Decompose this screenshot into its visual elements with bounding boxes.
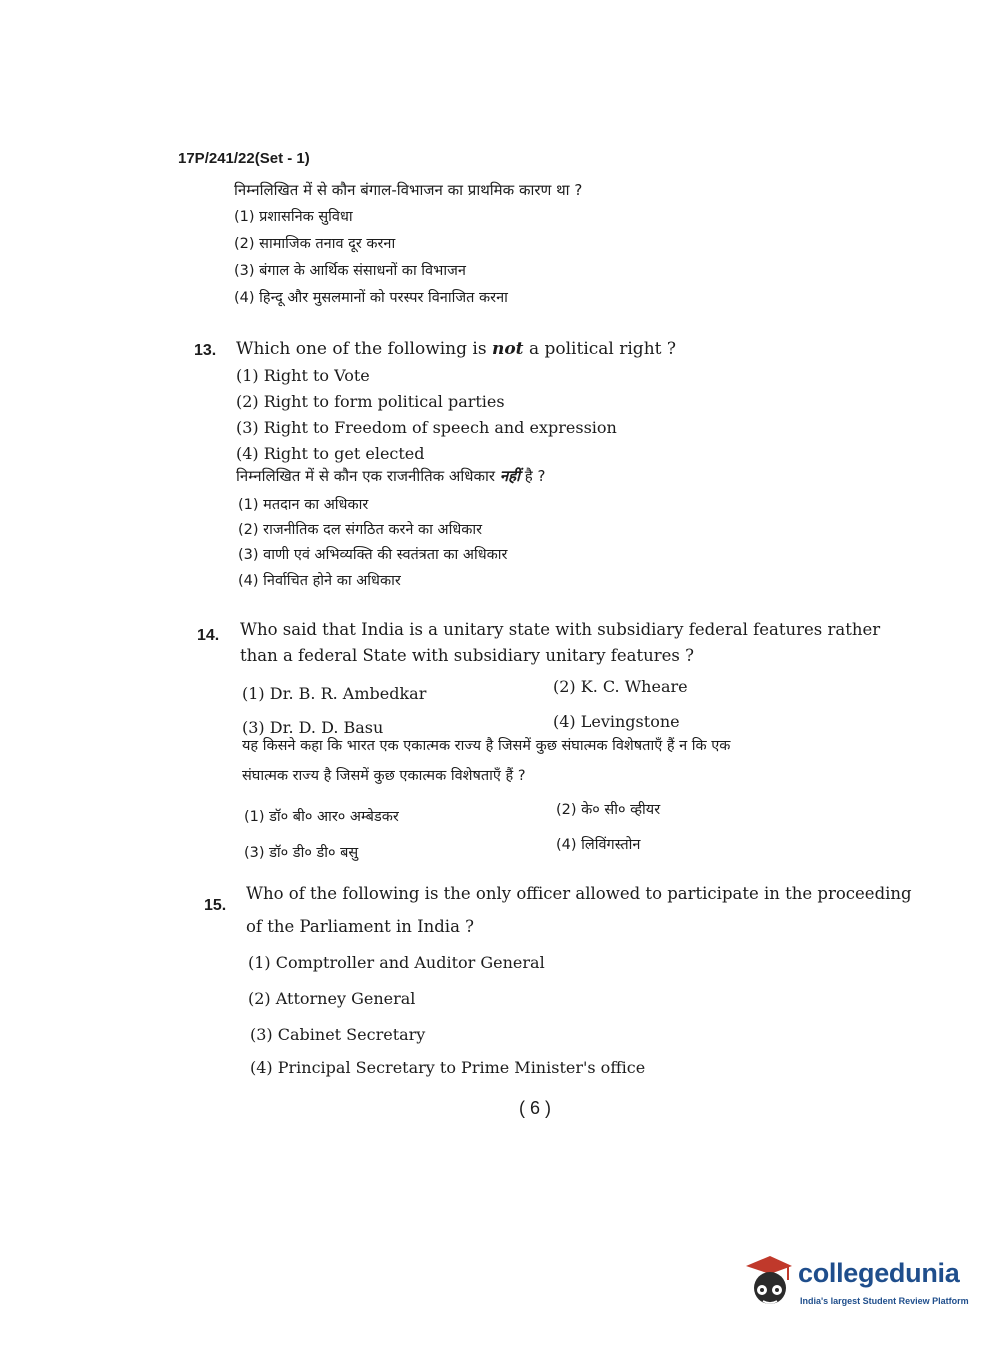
q14-option-4-hindi: (4) लिविंगस्तोन [556, 837, 641, 853]
q14-number: 14. [197, 627, 220, 644]
q12-option-3-hindi: (3) बंगाल के आर्थिक संसाधनों का विभाजन [234, 263, 466, 279]
q12-option-1-hindi: (1) प्रशासनिक सुविधा [234, 209, 353, 225]
brand-name: collegedunia [798, 1258, 960, 1288]
q13-option-4: (4) Right to get elected [236, 444, 425, 463]
q14-option-3-hindi: (3) डॉ० डी० डी० बसु [244, 845, 359, 861]
q14-text-hindi-line2: संघात्मक राज्य है जिसमें कुछ एकात्मक विशेषताएँ हैं ? [242, 768, 526, 784]
q13-option-4-hindi: (4) निर्वाचित होने का अधिकार [238, 573, 401, 589]
brand-tagline: India's largest Student Review Platform [800, 1296, 969, 1306]
q14-option-1-hindi: (1) डॉ० बी० आर० अम्बेडकर [244, 809, 399, 825]
q15-option-4: (4) Principal Secretary to Prime Minister's office [250, 1058, 646, 1077]
q13-text-pre: Which one of the following is [236, 339, 492, 359]
q13-text-english [236, 339, 676, 359]
q14-text-line1: Who said that India is a unitary state with subsidiary federal features rather [240, 620, 881, 639]
q13-option-3-hindi: (3) वाणी एवं अभिव्यक्ति की स्वतंत्रता का अधिकार [238, 547, 508, 563]
q12-text-hindi: निम्नलिखित में से कौन बंगाल-विभाजन का प्राथमिक कारण था ? [234, 181, 583, 199]
q14-text-line2: than a federal State with subsidiary unitary features ? [240, 646, 694, 665]
q13-option-1-hindi: (1) मतदान का अधिकार [238, 497, 369, 513]
q14-option-2-hindi: (2) के० सी० व्हीयर [556, 802, 661, 818]
q12-option-4-hindi: (4) हिन्दू और मुसलमानों को परस्पर विनाजित करना [234, 290, 508, 306]
q12-option-2-hindi: (2) सामाजिक तनाव दूर करना [234, 236, 396, 252]
q13-option-2-hindi: (2) राजनीतिक दल संगठित करने का अधिकार [238, 522, 483, 538]
q14-option-2: (2) K. C. Wheare [553, 677, 688, 696]
q15-text-line2: of the Parliament in India ? [246, 917, 475, 936]
q14-option-1: (1) Dr. B. R. Ambedkar [242, 684, 427, 703]
page-number: ( 6 ) [519, 1098, 552, 1118]
q13-text-post: a political right ? [523, 339, 676, 359]
q13-hindi-pre: निम्नलिखित में से कौन एक राजनीतिक अधिकार [236, 467, 500, 485]
q13-option-2: (2) Right to form political parties [236, 392, 505, 411]
q13-hindi-not-emphasis: नहीं [499, 467, 520, 485]
q15-text-line1: Who of the following is the only officer allowed to participate in the proceeding [246, 884, 912, 903]
q15-option-2: (2) Attorney General [248, 989, 416, 1008]
q13-hindi-post: है ? [520, 467, 546, 485]
q13-text-hindi [236, 466, 545, 486]
q13-not-emphasis: not [491, 339, 524, 359]
q13-option-1: (1) Right to Vote [236, 366, 370, 385]
collegedunia-logo [742, 1252, 970, 1314]
q15-number: 15. [204, 897, 227, 914]
paper-code: 17P/241/22(Set - 1) [178, 150, 310, 167]
q14-option-4: (4) Levingstone [553, 712, 680, 731]
graduate-mascot-icon [742, 1252, 794, 1310]
q15-option-1: (1) Comptroller and Auditor General [248, 953, 545, 972]
q13-option-3: (3) Right to Freedom of speech and expression [236, 418, 617, 437]
q15-option-3: (3) Cabinet Secretary [250, 1025, 426, 1044]
q14-option-3: (3) Dr. D. D. Basu [242, 718, 384, 737]
q13-number: 13. [194, 342, 217, 359]
q14-text-hindi-line1: यह किसने कहा कि भारत एक एकात्मक राज्य है जिसमें कुछ संघात्मक विशेषताएँ हैं न कि एक [242, 738, 731, 754]
